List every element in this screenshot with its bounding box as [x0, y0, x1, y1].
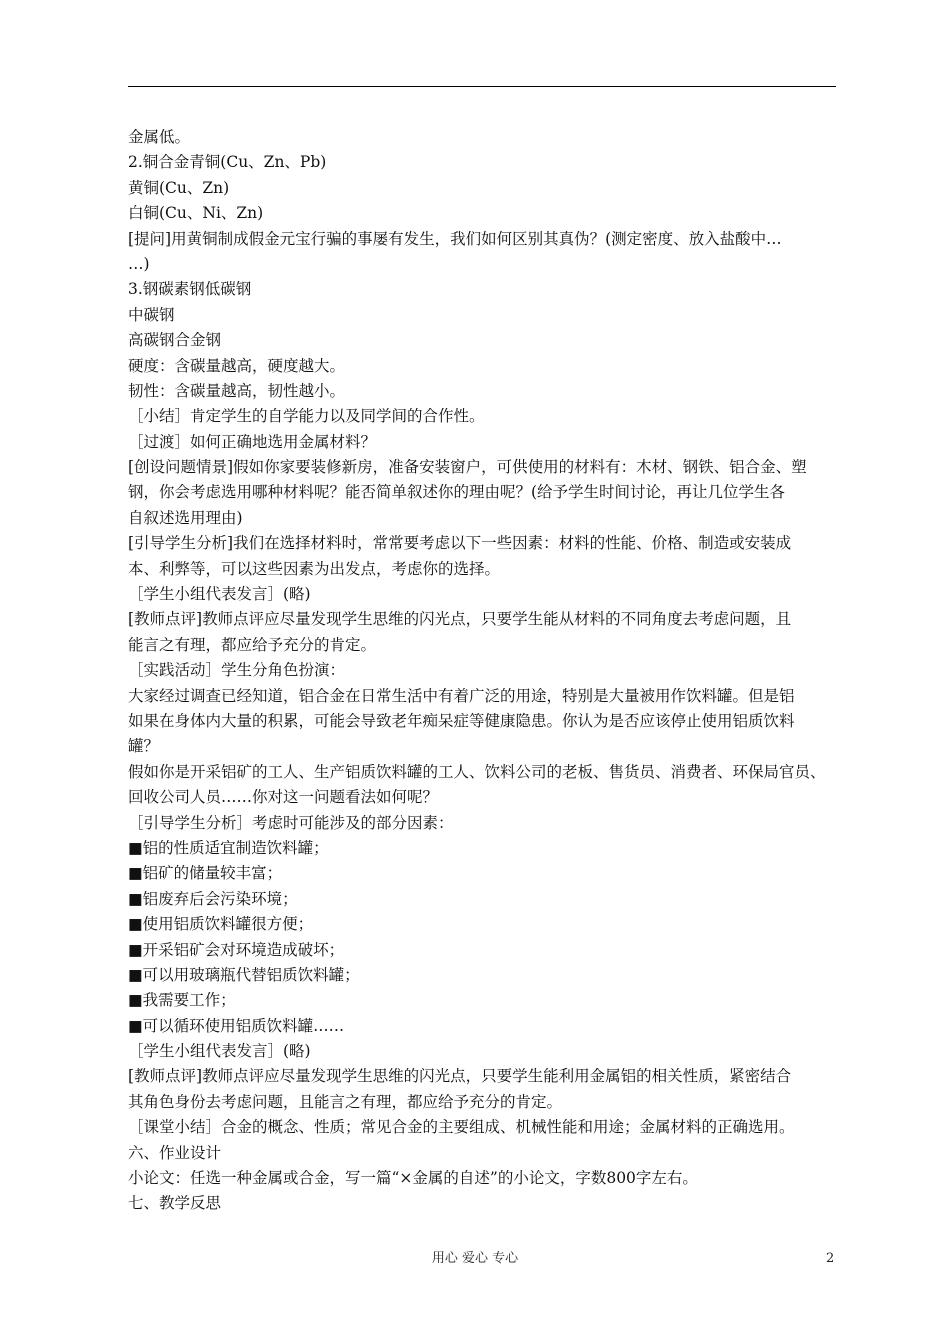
- text-line: 本、利弊等，可以这些因素为出发点，考虑你的选择。: [128, 559, 501, 578]
- text-line: 白铜(Cu、Ni、Zn): [128, 204, 264, 223]
- text-line: 自叙述选用理由): [128, 508, 243, 527]
- bullet-item: ■可以循环使用铝质饮料罐……: [128, 1016, 345, 1035]
- section-heading: 六、作业设计: [128, 1143, 222, 1162]
- text-line: 大家经过调查已经知道，铝合金在日常生活中有着广泛的用途，特别是大量被用作饮料罐。但是铝: [128, 686, 795, 705]
- footer-motto: 用心 爱心 专心: [431, 1251, 519, 1266]
- document-body: [128, 125, 840, 1217]
- page-number: 2: [826, 1251, 835, 1266]
- text-line: 小论文：任选一种金属或合金，写一篇“×金属的自述”的小论文，字数800字左右。: [128, 1169, 698, 1188]
- bullet-item: ■可以用玻璃瓶代替铝质饮料罐；: [128, 965, 360, 984]
- text-line: ［学生小组代表发言］(略): [128, 585, 311, 604]
- text-line: 中碳钢: [128, 305, 175, 324]
- bullet-item: ■我需要工作；: [128, 991, 236, 1010]
- text-line: ［学生小组代表发言］(略): [128, 1042, 311, 1061]
- bullet-item: ■铝矿的储量较丰富；: [128, 864, 283, 883]
- text-line: [创设问题情景]假如你家要装修新房，准备安装窗户，可供使用的材料有：木材、钢铁、铝合金、塑: [128, 458, 807, 477]
- text-line: 钢，你会考虑选用哪种材料呢？能否简单叙述你的理由呢？(给予学生时间讨论，再让几位学生各: [128, 483, 786, 502]
- text-line: 2.铜合金青铜(Cu、Zn、Pb): [128, 153, 327, 172]
- text-line: …): [128, 254, 150, 273]
- text-line: [引导学生分析]我们在选择材料时，常常要考虑以下一些因素：材料的性能、价格、制造或安装成: [128, 534, 792, 553]
- text-line: [教师点评]教师点评应尽量发现学生思维的闪光点，只要学生能从材料的不同角度去考虑问题，且: [128, 610, 792, 629]
- text-line: 罐？: [128, 737, 160, 756]
- text-line: 金属低。: [128, 128, 191, 146]
- text-line: ［引导学生分析］考虑时可能涉及的部分因素：: [128, 813, 454, 832]
- section-heading: 七、教学反思: [128, 1194, 222, 1213]
- text-line: 黄铜(Cu、Zn): [128, 178, 230, 197]
- text-line: 韧性：含碳量越高，韧性越小。: [128, 381, 346, 400]
- text-line: ［过渡］如何正确地选用金属材料？: [128, 432, 377, 451]
- text-line: 3.钢碳素钢低碳钢: [128, 280, 252, 299]
- text-line: 其角色身份去考虑问题，且能言之有理，都应给予充分的肯定。: [128, 1092, 563, 1111]
- text-line: 高碳钢合金钢: [128, 331, 222, 350]
- bullet-item: ■使用铝质饮料罐很方便；: [128, 915, 314, 934]
- text-line: ［实践活动］学生分角色扮演：: [128, 661, 346, 680]
- text-line: [教师点评]教师点评应尽量发现学生思维的闪光点，只要学生能利用金属铝的相关性质，紧密结合: [128, 1067, 792, 1086]
- text-line: 如果在身体内大量的积累，可能会导致老年痴呆症等健康隐患。你认为是否应该停止使用铝质饮料: [128, 711, 795, 730]
- text-line: 硬度：含碳量越高，硬度越大。: [128, 356, 346, 375]
- bullet-item: ■铝的性质适宜制造饮料罐；: [128, 838, 329, 857]
- text-line: 假如你是开采铝矿的工人、生产铝质饮料罐的工人、饮料公司的老板、售货员、消费者、环保局官员、: [128, 762, 826, 781]
- text-line: 能言之有理，都应给予充分的肯定。: [128, 635, 377, 654]
- header-rule: [128, 86, 836, 87]
- text-line: ［课堂小结］合金的概念、性质；常见合金的主要组成、机械性能和用途；金属材料的正确选用。: [128, 1118, 795, 1137]
- bullet-item: ■开采铝矿会对环境造成破坏；: [128, 940, 345, 959]
- text-line: [提问]用黄铜制成假金元宝行骗的事屡有发生，我们如何区别其真伪？(测定密度、放入盐酸中…: [128, 229, 782, 248]
- bullet-item: ■铝废弃后会污染环境；: [128, 889, 298, 908]
- text-line: 回收公司人员……你对这一问题看法如何呢？: [128, 788, 439, 807]
- text-line: ［小结］肯定学生的自学能力以及同学间的合作性。: [128, 407, 485, 426]
